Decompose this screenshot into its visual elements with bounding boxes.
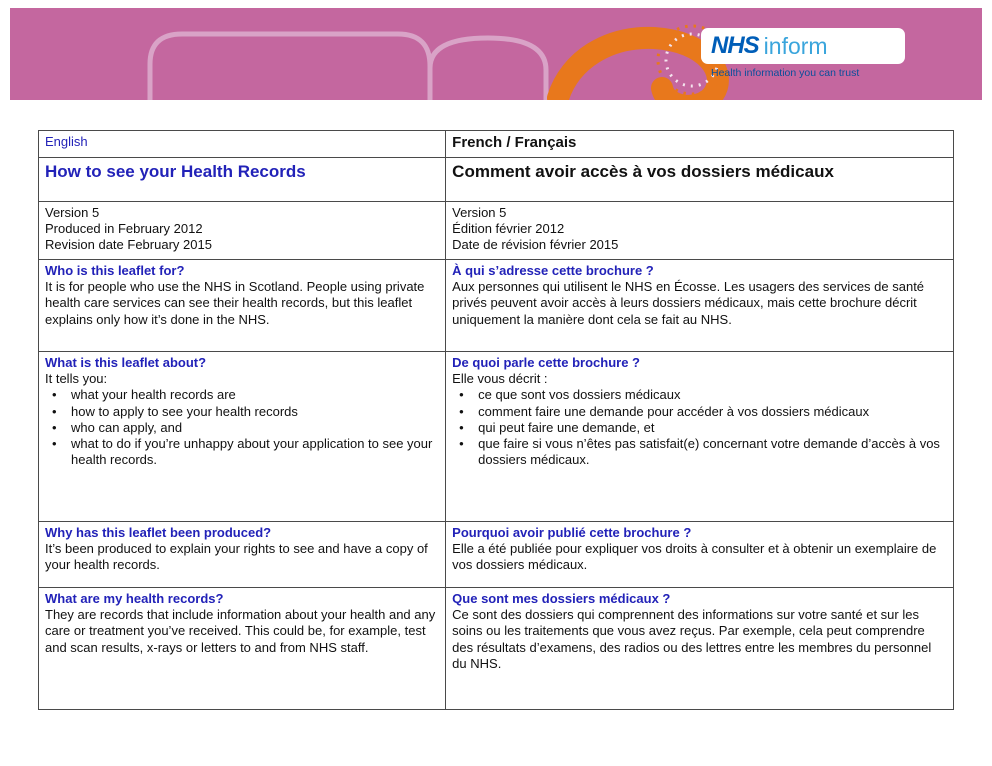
section-intro: Elle vous décrit : xyxy=(452,371,548,386)
section-heading: Pourquoi avoir publié cette brochure ? xyxy=(452,524,692,540)
version-number: Version 5 xyxy=(452,204,507,220)
section-heading: Who is this leaflet for? xyxy=(45,262,185,278)
version-cell-fr xyxy=(446,201,954,259)
title-cell-fr xyxy=(446,157,954,201)
section-cell-fr xyxy=(446,351,954,521)
bullet-list xyxy=(452,387,945,468)
language-label-en: English xyxy=(45,134,88,149)
section-cell-en xyxy=(39,521,446,587)
bullet-item: • what your health records are xyxy=(45,387,437,403)
bullet-item: • qui peut faire une demande, et xyxy=(452,420,945,436)
table-row xyxy=(39,587,954,709)
bullet-item: • ce que sont vos dossiers médicaux xyxy=(452,387,945,403)
leaflet-table xyxy=(38,130,954,710)
table-row xyxy=(39,157,954,201)
table-row xyxy=(39,259,954,351)
section-cell-en xyxy=(39,587,446,709)
bullet-item: • comment faire une demande pour accéder à vos dossiers médicaux xyxy=(452,404,945,420)
section-heading: What are my health records? xyxy=(45,590,224,606)
nhs-tagline: Health information you can trust xyxy=(711,67,860,79)
table-row xyxy=(39,201,954,259)
document-title-fr: Comment avoir accès à vos dossiers médicaux xyxy=(452,161,834,181)
document-title-en: How to see your Health Records xyxy=(45,161,306,181)
table-row xyxy=(39,131,954,158)
language-cell-fr xyxy=(446,131,954,158)
table-row xyxy=(39,521,954,587)
section-heading: À qui s’adresse cette brochure ? xyxy=(452,262,654,278)
section-body: It’s been produced to explain your rights to see and have a copy of your health records. xyxy=(45,541,428,573)
bullet-item: • how to apply to see your health records xyxy=(45,404,437,420)
version-cell-en xyxy=(39,201,446,259)
bullet-item: • que faire si vous n’êtes pas satisfait(e) concernant votre demande d’accès à vos dossiers médicaux. xyxy=(452,436,945,469)
nhs-banner xyxy=(10,8,982,100)
bullet-list xyxy=(45,387,437,468)
section-cell-en xyxy=(39,259,446,351)
section-body: It is for people who use the NHS in Scotland. People using private health care services can see their health records, but this leaflet explains only how it’s done in the NHS. xyxy=(45,279,425,327)
section-heading: Why has this leaflet been produced? xyxy=(45,524,272,540)
produced-date: Produced in February 2012 xyxy=(45,221,203,236)
section-cell-en xyxy=(39,351,446,521)
section-cell-fr xyxy=(446,587,954,709)
language-cell-en xyxy=(39,131,446,158)
bullet-item: • who can apply, and xyxy=(45,420,437,436)
nhs-inform-logo xyxy=(701,28,905,64)
inform-logo-text: inform xyxy=(763,32,828,59)
version-number: Version 5 xyxy=(45,204,100,220)
section-cell-fr xyxy=(446,521,954,587)
produced-date: Édition février 2012 xyxy=(452,221,565,236)
section-body: Aux personnes qui utilisent le NHS en Écosse. Les usagers des services de santé privés peuvent avoir accès à leurs dossiers médicaux, mais cette brochure décrit uniquement la manière dont cela se fait au NHS. xyxy=(452,279,925,327)
section-intro: It tells you: xyxy=(45,371,108,386)
pink-curve-left xyxy=(150,34,430,100)
section-heading: Que sont mes dossiers médicaux ? xyxy=(452,590,671,606)
revision-date: Date de révision février 2015 xyxy=(452,237,619,253)
bullet-item: • what to do if you’re unhappy about your application to see your health records. xyxy=(45,436,437,469)
section-cell-fr xyxy=(446,259,954,351)
language-label-fr: French / Français xyxy=(452,134,577,151)
nhs-logo-text: NHS xyxy=(711,32,759,59)
table-row xyxy=(39,351,954,521)
orange-swirl xyxy=(558,38,718,100)
section-heading: What is this leaflet about? xyxy=(45,354,207,370)
title-cell-en xyxy=(39,157,446,201)
section-body: Ce sont des dossiers qui comprennent des informations sur votre santé et sur les soins ou les traitements que vous avez reçus. Par exemple, cela peut comprendre des résultats d’examens, des radios ou des lettres entre les membres du personnel du NHS. xyxy=(452,607,932,671)
revision-date: Revision date February 2015 xyxy=(45,237,212,253)
section-body: Elle a été publiée pour expliquer vos droits à consulter et à obtenir un exemplaire de vos dossiers médicaux. xyxy=(452,541,937,573)
section-heading: De quoi parle cette brochure ? xyxy=(452,354,640,370)
section-body: They are records that include information about your health and any care or treatment you’ve received. This could be, for example, test and scan results, x-rays or letters to and from NHS staff. xyxy=(45,607,436,655)
pink-curve-middle xyxy=(430,38,546,100)
